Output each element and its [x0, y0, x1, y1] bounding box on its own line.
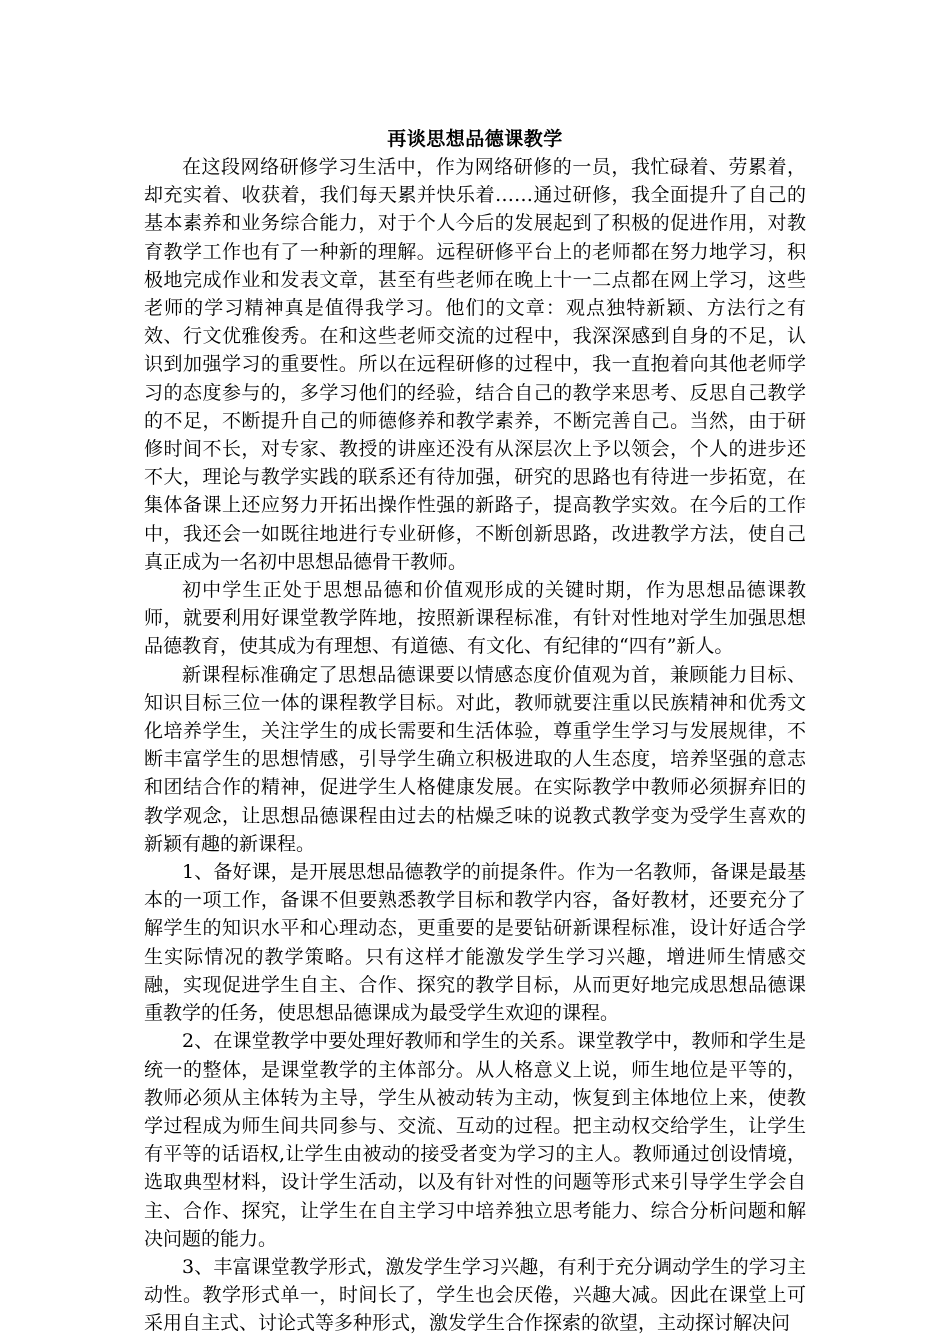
paragraph-point-2: 2、在课堂教学中要处理好教师和学生的关系。课堂教学中，教师和学生是统一的整体，是课堂教学的主体部分。从人格意义上说，师生地位是平等的，教师必须从主体转为主导，学生从被动转为主动，恢复到主体地位上来，使教学过程成为师生间共同参与、交流、互动的过程。把主动权交给学生，让学生有平等的话语权,让学生由被动的接受者变为学习的主人。教师通过创设情境，选取典型材料，设计学生活动，以及有针对性的问题等形式来引导学生学会自主、合作、探究，让学生在自主学习中培养独立思考能力、综合分析问题和解决问题的能力。 — [144, 1030, 806, 1250]
paragraph-intro: 在这段网络研修学习生活中，作为网络研修的一员，我忙碌着、劳累着，却充实着、收获着，我们每天累并快乐着……通过研修，我全面提升了自己的基本素养和业务综合能力，对于个人今后的发展起到了积极的促进作用，对教育教学工作也有了一种新的理解。远程研修平台上的老师都在努力地学习，积极地完成作业和发表文章，甚至有些老师在晚上十一二点都在网上学习，这些老师的学习精神真是值得我学习。他们的文章：观点独特新颖、方法行之有效、行文优雅俊秀。在和这些老师交流的过程中，我深深感到自身的不足，认识到加强学习的重要性。所以在远程研修的过程中，我一直抱着向其他老师学习的态度参与的，多学习他们的经验，结合自己的教学来思考、反思自己教学的不足，不断提升自己的师德修养和教学素养，不断完善自己。当然，由于研修时间不长，对专家、教授的讲座还没有从深层次上予以领会，个人的进步还不大，理论与教学实践的联系还有待加强，研究的思路也有待进一步拓宽，在集体备课上还应努力开拓出操作性强的新路子，提高教学实效。在今后的工作中，我还会一如既往地进行专业研修，不断创新思路，改进教学方法，使自己真正成为一名初中思想品德骨干教师。 — [144, 156, 806, 573]
paragraph-point-3: 3、丰富课堂教学形式，激发学生学习兴趣，有利于充分调动学生的学习主动性。教学形式单一，时间长了，学生也会厌倦，兴趣大减。因此在课堂上可采用自主式、讨论式等多种形式，激发学生合作探索的欲望，主动探讨解决问 — [144, 1255, 806, 1335]
paragraph-point-1: 1、备好课，是开展思想品德教学的前提条件。作为一名教师，备课是最基本的一项工作，备课不但要熟悉教学目标和教学内容，备好教材，还要充分了解学生的知识水平和心理动态，更重要的是要钻研新课程标准，设计好适合学生实际情况的教学策略。只有这样才能激发学生学习兴趣，增进师生情感交融，实现促进学生自主、合作、探究的教学目标，从而更好地完成思想品德课重教学的任务，使思想品德课成为最受学生欢迎的课程。 — [144, 861, 806, 1025]
paragraph-students: 初中学生正处于思想品德和价值观形成的关键时期，作为思想品德课教师，就要利用好课堂教学阵地，按照新课程标准，有针对性地对学生加强思想品德教育，使其成为有理想、有道德、有文化、有纪律的“四有”新人。 — [144, 579, 806, 658]
document-title: 再谈思想品德课教学 — [387, 128, 563, 150]
paragraph-curriculum-standard: 新课程标准确定了思想品德课要以情感态度价值观为首，兼顾能力目标、知识目标三位一体的课程教学目标。对此，教师就要注重以民族精神和优秀文化培养学生，关注学生的成长需要和生活体验，尊重学生学习与发展规律，不断丰富学生的思想情感，引导学生确立积极进取的人生态度，培养坚强的意志和团结合作的精神，促进学生人格健康发展。在实际教学中教师必须摒弃旧的教学观念，让思想品德课程由过去的枯燥乏味的说教式教学变为受学生喜欢的新颖有趣的新课程。 — [144, 663, 806, 855]
document-page — [144, 125, 806, 1338]
